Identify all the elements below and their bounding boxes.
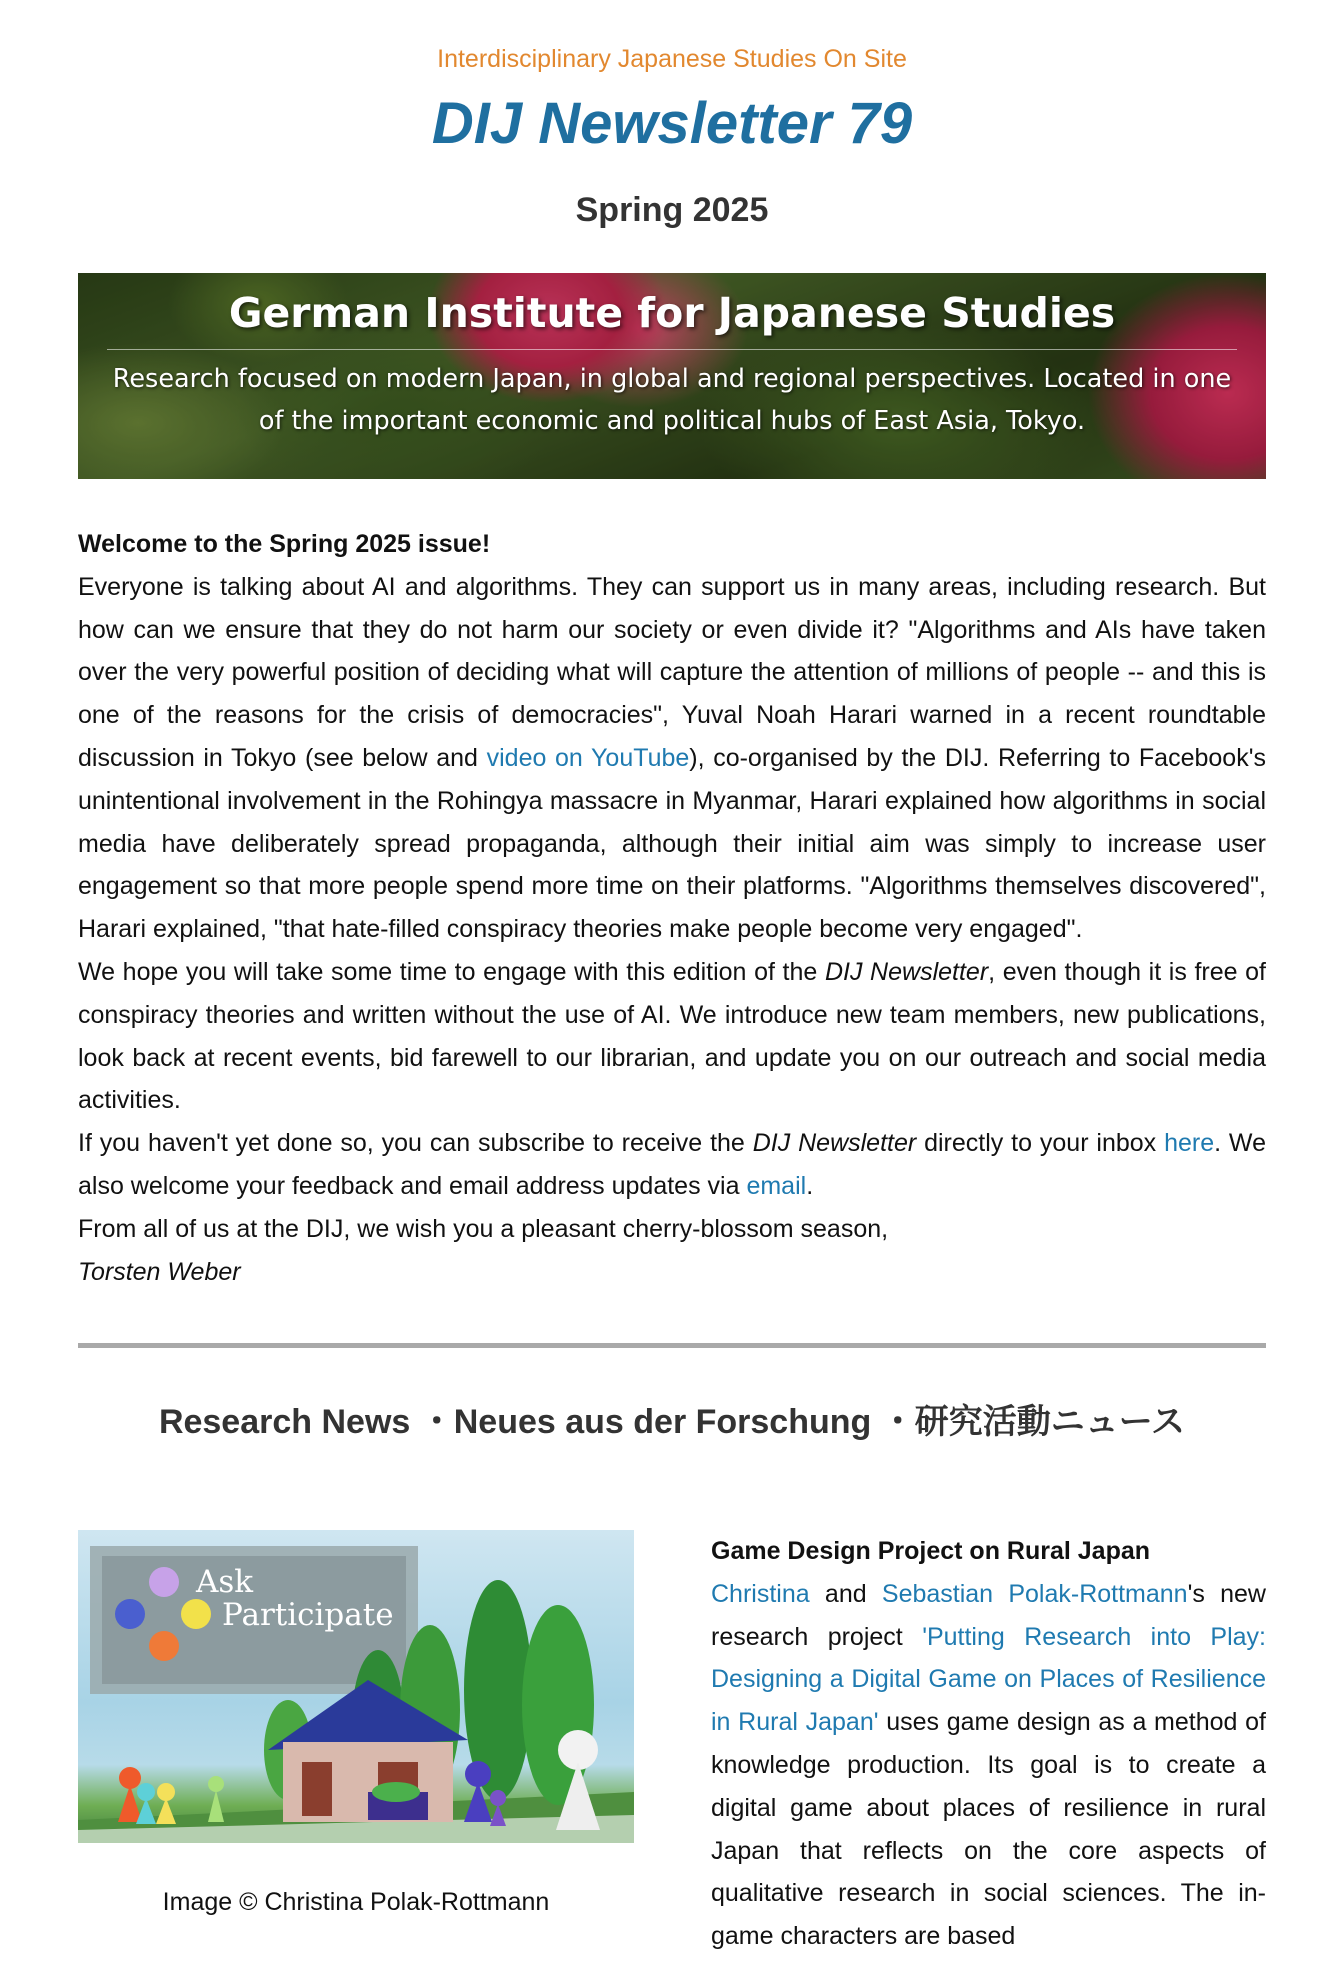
subscribe-link[interactable]: here xyxy=(1164,1129,1215,1158)
section-divider xyxy=(78,1343,1266,1348)
intro-paragraph-4: From all of us at the DIJ, we wish you a pleasant cherry-blossom season, xyxy=(78,1214,889,1243)
tagline: Interdisciplinary Japanese Studies On Site xyxy=(437,45,907,73)
christina-link[interactable]: Christina xyxy=(711,1579,810,1608)
signature: Torsten Weber xyxy=(78,1257,241,1286)
newsletter xyxy=(78,0,1266,1951)
banner-subtitle-line1: Research focused on modern Japan, in global and regional perspectives. Located in one xyxy=(112,364,1232,394)
welcome-heading: Welcome to the Spring 2025 issue! xyxy=(78,530,491,558)
banner-subtitle xyxy=(78,350,1266,442)
image-text-participate: Participate xyxy=(222,1597,394,1633)
research-news-heading: Research News ・Neues aus der Forschung ・研究活動ニュース xyxy=(158,1403,1186,1442)
issue-season: Spring 2025 xyxy=(575,191,769,229)
image-text-ask: Ask xyxy=(196,1564,254,1600)
intro-paragraph-1: Everyone is talking about AI and algorithms. They can support us in many areas, including research. But how can we ensure that they do not harm our society or even divide it? "Algorithms and AIs have taken over the very powerful position of deciding what will capture the attention of millions of people -- and this is one of the reasons for the crisis of democracies", Yuval Noah Harari warned in a recent roundtable discussion in Tokyo (see below and video on YouTube), co-organised by the DIJ. Referring to Facebook's unintentional involvement in the Rohingya massacre in Myanmar, Harari explained how algorithms in social media have deliberately spread propaganda, although their initial aim was simply to increase user engagement so that more people spend more time on their platforms. "Algorithms themselves discovered", Harari explained, "that hate-filled conspiracy theories make people become very engaged". xyxy=(78,572,1266,944)
banner-title: German Institute for Japanese Studies xyxy=(228,289,1116,337)
image-caption: Image © Christina Polak-Rottmann xyxy=(162,1888,550,1916)
banner-subtitle-line2: of the important economic and political hubs of East Asia, Tokyo. xyxy=(258,406,1086,436)
newsletter-title: DIJ Newsletter 79 xyxy=(431,91,913,156)
game-design-image xyxy=(78,1530,634,1843)
email-link[interactable]: email xyxy=(746,1171,807,1200)
intro-paragraph-2: We hope you will take some time to engage with this edition of the DIJ Newsletter, even though it is free of conspiracy theories and written without the use of AI. We introduce new team members, new publications, look back at recent events, bid farewell to our librarian, and update you on our outreach and social media activities. xyxy=(78,957,1266,1115)
sebastian-link[interactable]: Sebastian Polak-Rottmann xyxy=(881,1579,1188,1608)
intro-paragraph-3: If you haven't yet done so, you can subscribe to receive the DIJ Newsletter directly to your inbox here. We also welcome your feedback and email address updates via email. xyxy=(78,1129,1266,1200)
institute-banner xyxy=(78,273,1266,479)
youtube-video-link[interactable]: video on YouTube xyxy=(486,743,690,772)
news-item-title: Game Design Project on Rural Japan xyxy=(711,1537,1151,1565)
project-link[interactable]: 'Putting Research into Play: Designing a Digital Game on Places of Resilience in Rural Japan' xyxy=(711,1622,1266,1737)
research-news-text xyxy=(711,1530,1266,1958)
welcome-section xyxy=(78,523,1266,1293)
news-item-body: Christina and Sebastian Polak-Rottmann's new research project 'Putting Research into Play: Designing a Digital Game on Places of Resilience in Rural Japan' uses game design as a method of knowledge production. Its goal is to create a digital game about places of resilience in rural Japan that reflects on the core aspects of qualitative research in social sciences. The in-game characters are based xyxy=(711,1579,1266,1951)
